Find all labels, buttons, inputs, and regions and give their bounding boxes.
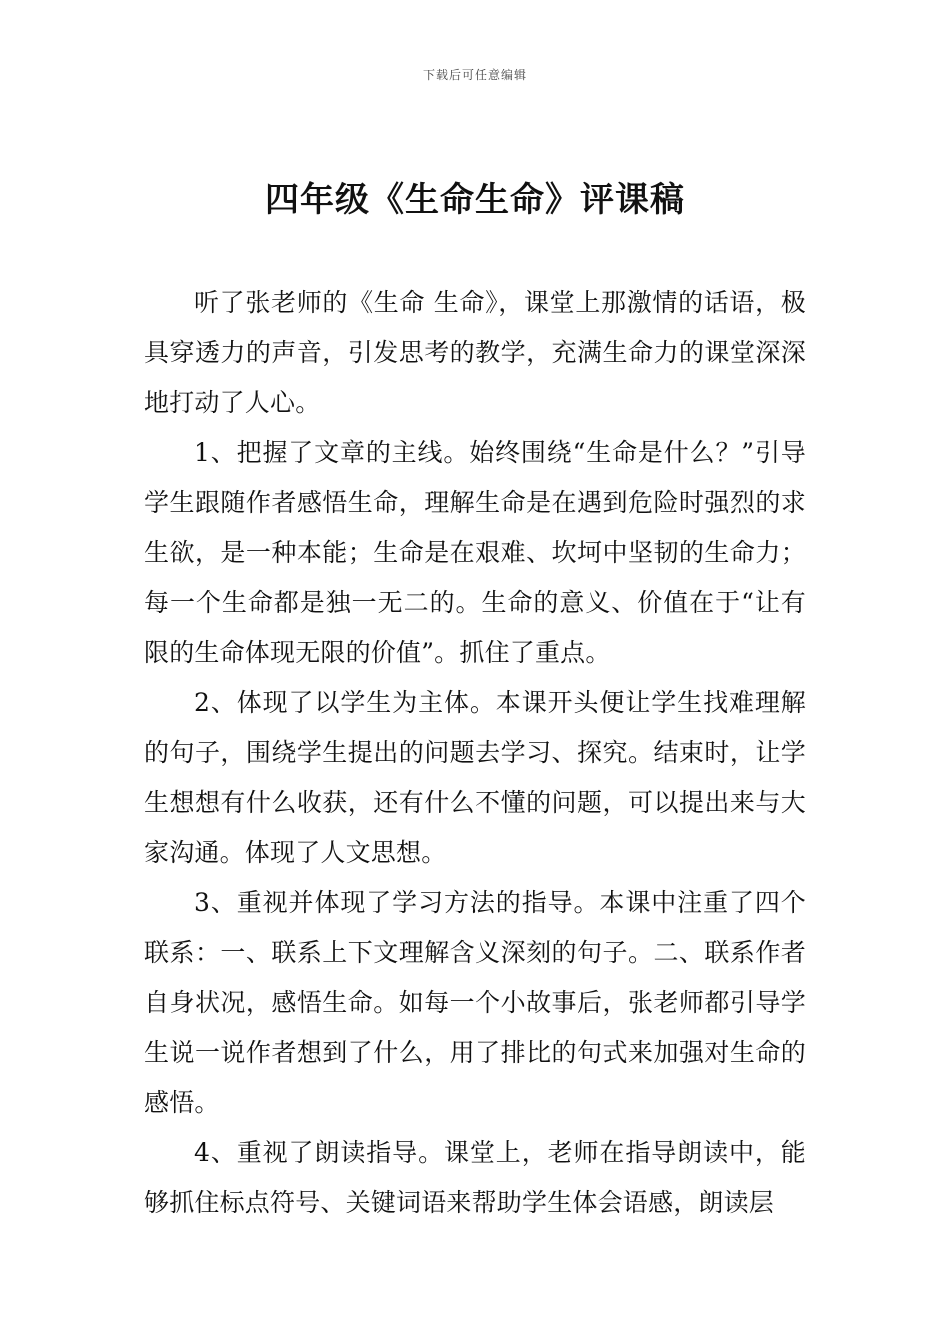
- paragraph-point-1: 1、把握了文章的主线。始终围绕“生命是什么？”引导学生跟随作者感悟生命，理解生命是在遇到危险时强烈的求生欲，是一种本能；生命是在艰难、坎坷中坚韧的生命力；每一个生命都是独一无二的。生命的意义、价值在于“让有限的生命体现无限的价值”。抓住了重点。: [144, 438, 806, 667]
- paragraph-intro: 听了张老师的《生命 生命》，课堂上那激情的话语，极具穿透力的声音，引发思考的教学，充满生命力的课堂深深地打动了人心。: [144, 288, 806, 417]
- paragraph-point-4: 4、重视了朗读指导。课堂上，老师在指导朗读中，能够抓住标点符号、关键词语来帮助学生体会语感，朗读层: [144, 1138, 806, 1217]
- paragraph-point-2: 2、体现了以学生为主体。本课开头便让学生找难理解的句子，围绕学生提出的问题去学习、探究。结束时，让学生想想有什么收获，还有什么不懂的问题，可以提出来与大家沟通。体现了人文思想。: [144, 688, 806, 867]
- header-note: 下载后可任意编辑: [422, 68, 527, 82]
- document-title: 四年级《生命生命》评课稿: [265, 180, 685, 220]
- paragraph-point-3: 3、重视并体现了学习方法的指导。本课中注重了四个联系：一、联系上下文理解含义深刻的句子。二、联系作者自身状况，感悟生命。如每一个小故事后，张老师都引导学生说一说作者想到了什么，用了排比的句式来加强对生命的感悟。: [144, 888, 806, 1117]
- document-body: [144, 278, 806, 1228]
